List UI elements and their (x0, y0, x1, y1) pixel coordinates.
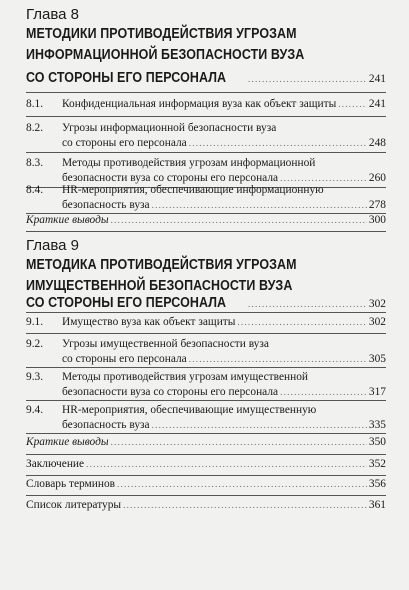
entry-8-3-number: 8.3. (26, 157, 44, 169)
entry-8-2-title-line-2: со стороны его персонала (62, 137, 187, 149)
divider (26, 433, 386, 434)
entry-8-2[interactable] (62, 121, 386, 151)
chapter-9-title-row (26, 293, 386, 314)
chapter-9-page: 302 (368, 298, 386, 310)
dot-leader (189, 352, 367, 367)
back-matter-references-page: 361 (368, 499, 386, 511)
back-matter-conclusion-label: Заключение (26, 458, 85, 470)
chapter-8-title-row (26, 68, 386, 89)
dot-leader (248, 72, 367, 87)
entry-8-4-page: 278 (368, 199, 386, 211)
chapter-8-summary-page: 300 (368, 214, 386, 226)
chapter-9-label: Глава 9 (26, 237, 80, 254)
dot-leader (237, 315, 366, 330)
back-matter-glossary[interactable] (26, 477, 386, 492)
entry-8-4-number: 8.4. (26, 184, 44, 196)
chapter-9-summary-page: 350 (368, 436, 386, 448)
entry-9-3-title-line-1: Методы противодействия угрозам имущественной (62, 371, 309, 383)
divider (26, 231, 386, 232)
chapter-9-title-line-2: ИМУЩЕСТВЕННОЙ БЕЗОПАСНОСТИ ВУЗА (26, 278, 293, 294)
entry-8-1[interactable] (62, 97, 386, 112)
chapter-9-summary[interactable] (26, 435, 386, 450)
entry-9-1-title: Имущество вуза как объект защиты (62, 316, 236, 328)
chapter-8-title-line-1: МЕТОДИКИ ПРОТИВОДЕЙСТВИЯ УГРОЗАМ (26, 26, 297, 42)
chapter-9-title-line-3: СО СТОРОНЫ ЕГО ПЕРСОНАЛА (26, 295, 227, 311)
dot-leader (86, 457, 367, 472)
chapter-8-summary-label: Краткие выводы (26, 214, 109, 226)
entry-8-3[interactable] (62, 156, 386, 186)
divider (26, 312, 386, 313)
entry-9-3[interactable] (62, 370, 386, 400)
entry-9-3-page: 317 (368, 386, 386, 398)
dot-leader (189, 136, 367, 151)
back-matter-conclusion[interactable] (26, 457, 386, 472)
dot-leader (123, 498, 367, 513)
dot-leader (111, 435, 367, 450)
entry-9-2-page: 305 (368, 353, 386, 365)
entry-9-1-page: 302 (368, 316, 386, 328)
entry-9-2-title-line-2: со стороны его персонала (62, 353, 187, 365)
entry-9-4[interactable] (62, 403, 386, 433)
back-matter-glossary-page: 356 (368, 478, 386, 490)
chapter-9-summary-label: Краткие выводы (26, 436, 109, 448)
divider (26, 495, 386, 496)
back-matter-references-label: Список литературы (26, 499, 122, 511)
dot-leader (152, 418, 367, 433)
back-matter-glossary-label: Словарь терминов (26, 478, 116, 490)
entry-8-4-title-line-1: HR-мероприятия, обеспечивающие информационную (62, 184, 324, 196)
entry-9-4-title-line-2: безопасность вуза (62, 419, 150, 431)
entry-8-3-title-line-2: безопасности вуза со стороны его персонала (62, 172, 279, 184)
entry-8-2-page: 248 (368, 137, 386, 149)
entry-9-2-number: 9.2. (26, 338, 44, 350)
dot-leader (248, 297, 367, 312)
entry-9-3-title-line-2: безопасности вуза со стороны его персонала (62, 386, 279, 398)
entry-9-1-number: 9.1. (26, 316, 44, 328)
divider (26, 367, 386, 368)
divider (26, 92, 386, 93)
entry-8-4[interactable] (62, 183, 386, 213)
entry-9-2-title-line-1: Угрозы имущественной безопасности вуза (62, 338, 269, 350)
entry-8-4-title-line-2: безопасность вуза (62, 199, 150, 211)
chapter-8-summary[interactable] (26, 213, 386, 228)
dot-leader (338, 97, 367, 112)
entry-8-3-title-line-1: Методы противодействия угрозам информационной (62, 157, 316, 169)
back-matter-conclusion-page: 352 (368, 458, 386, 470)
divider (26, 333, 386, 334)
chapter-8-title-line-3: СО СТОРОНЫ ЕГО ПЕРСОНАЛА (26, 70, 227, 86)
divider (26, 152, 386, 153)
chapter-8-label: Глава 8 (26, 6, 80, 23)
chapter-8-page: 241 (368, 73, 386, 85)
entry-8-2-number: 8.2. (26, 122, 44, 134)
dot-leader (280, 385, 367, 400)
entry-9-4-title-line-1: HR-мероприятия, обеспечивающие имущественную (62, 404, 317, 416)
entry-9-3-number: 9.3. (26, 371, 44, 383)
entry-8-1-number: 8.1. (26, 98, 44, 110)
entry-8-1-title: Конфиденциальная информация вуза как объект защиты (62, 98, 337, 110)
divider (26, 400, 386, 401)
divider (26, 475, 386, 476)
divider (26, 116, 386, 117)
back-matter-references[interactable] (26, 498, 386, 513)
entry-8-3-page: 260 (368, 172, 386, 184)
dot-leader (111, 213, 367, 228)
entry-9-4-page: 335 (368, 419, 386, 431)
chapter-8-title-line-2: ИНФОРМАЦИОННОЙ БЕЗОПАСНОСТИ ВУЗА (26, 47, 305, 63)
dot-leader (152, 198, 367, 213)
entry-9-2[interactable] (62, 337, 386, 367)
divider (26, 454, 386, 455)
entry-8-2-title-line-1: Угрозы информационной безопасности вуза (62, 122, 277, 134)
entry-9-4-number: 9.4. (26, 404, 44, 416)
entry-8-1-page: 241 (368, 98, 386, 110)
chapter-9-title-line-1: МЕТОДИКА ПРОТИВОДЕЙСТВИЯ УГРОЗАМ (26, 257, 297, 273)
entry-9-1[interactable] (62, 315, 386, 330)
dot-leader (117, 477, 367, 492)
